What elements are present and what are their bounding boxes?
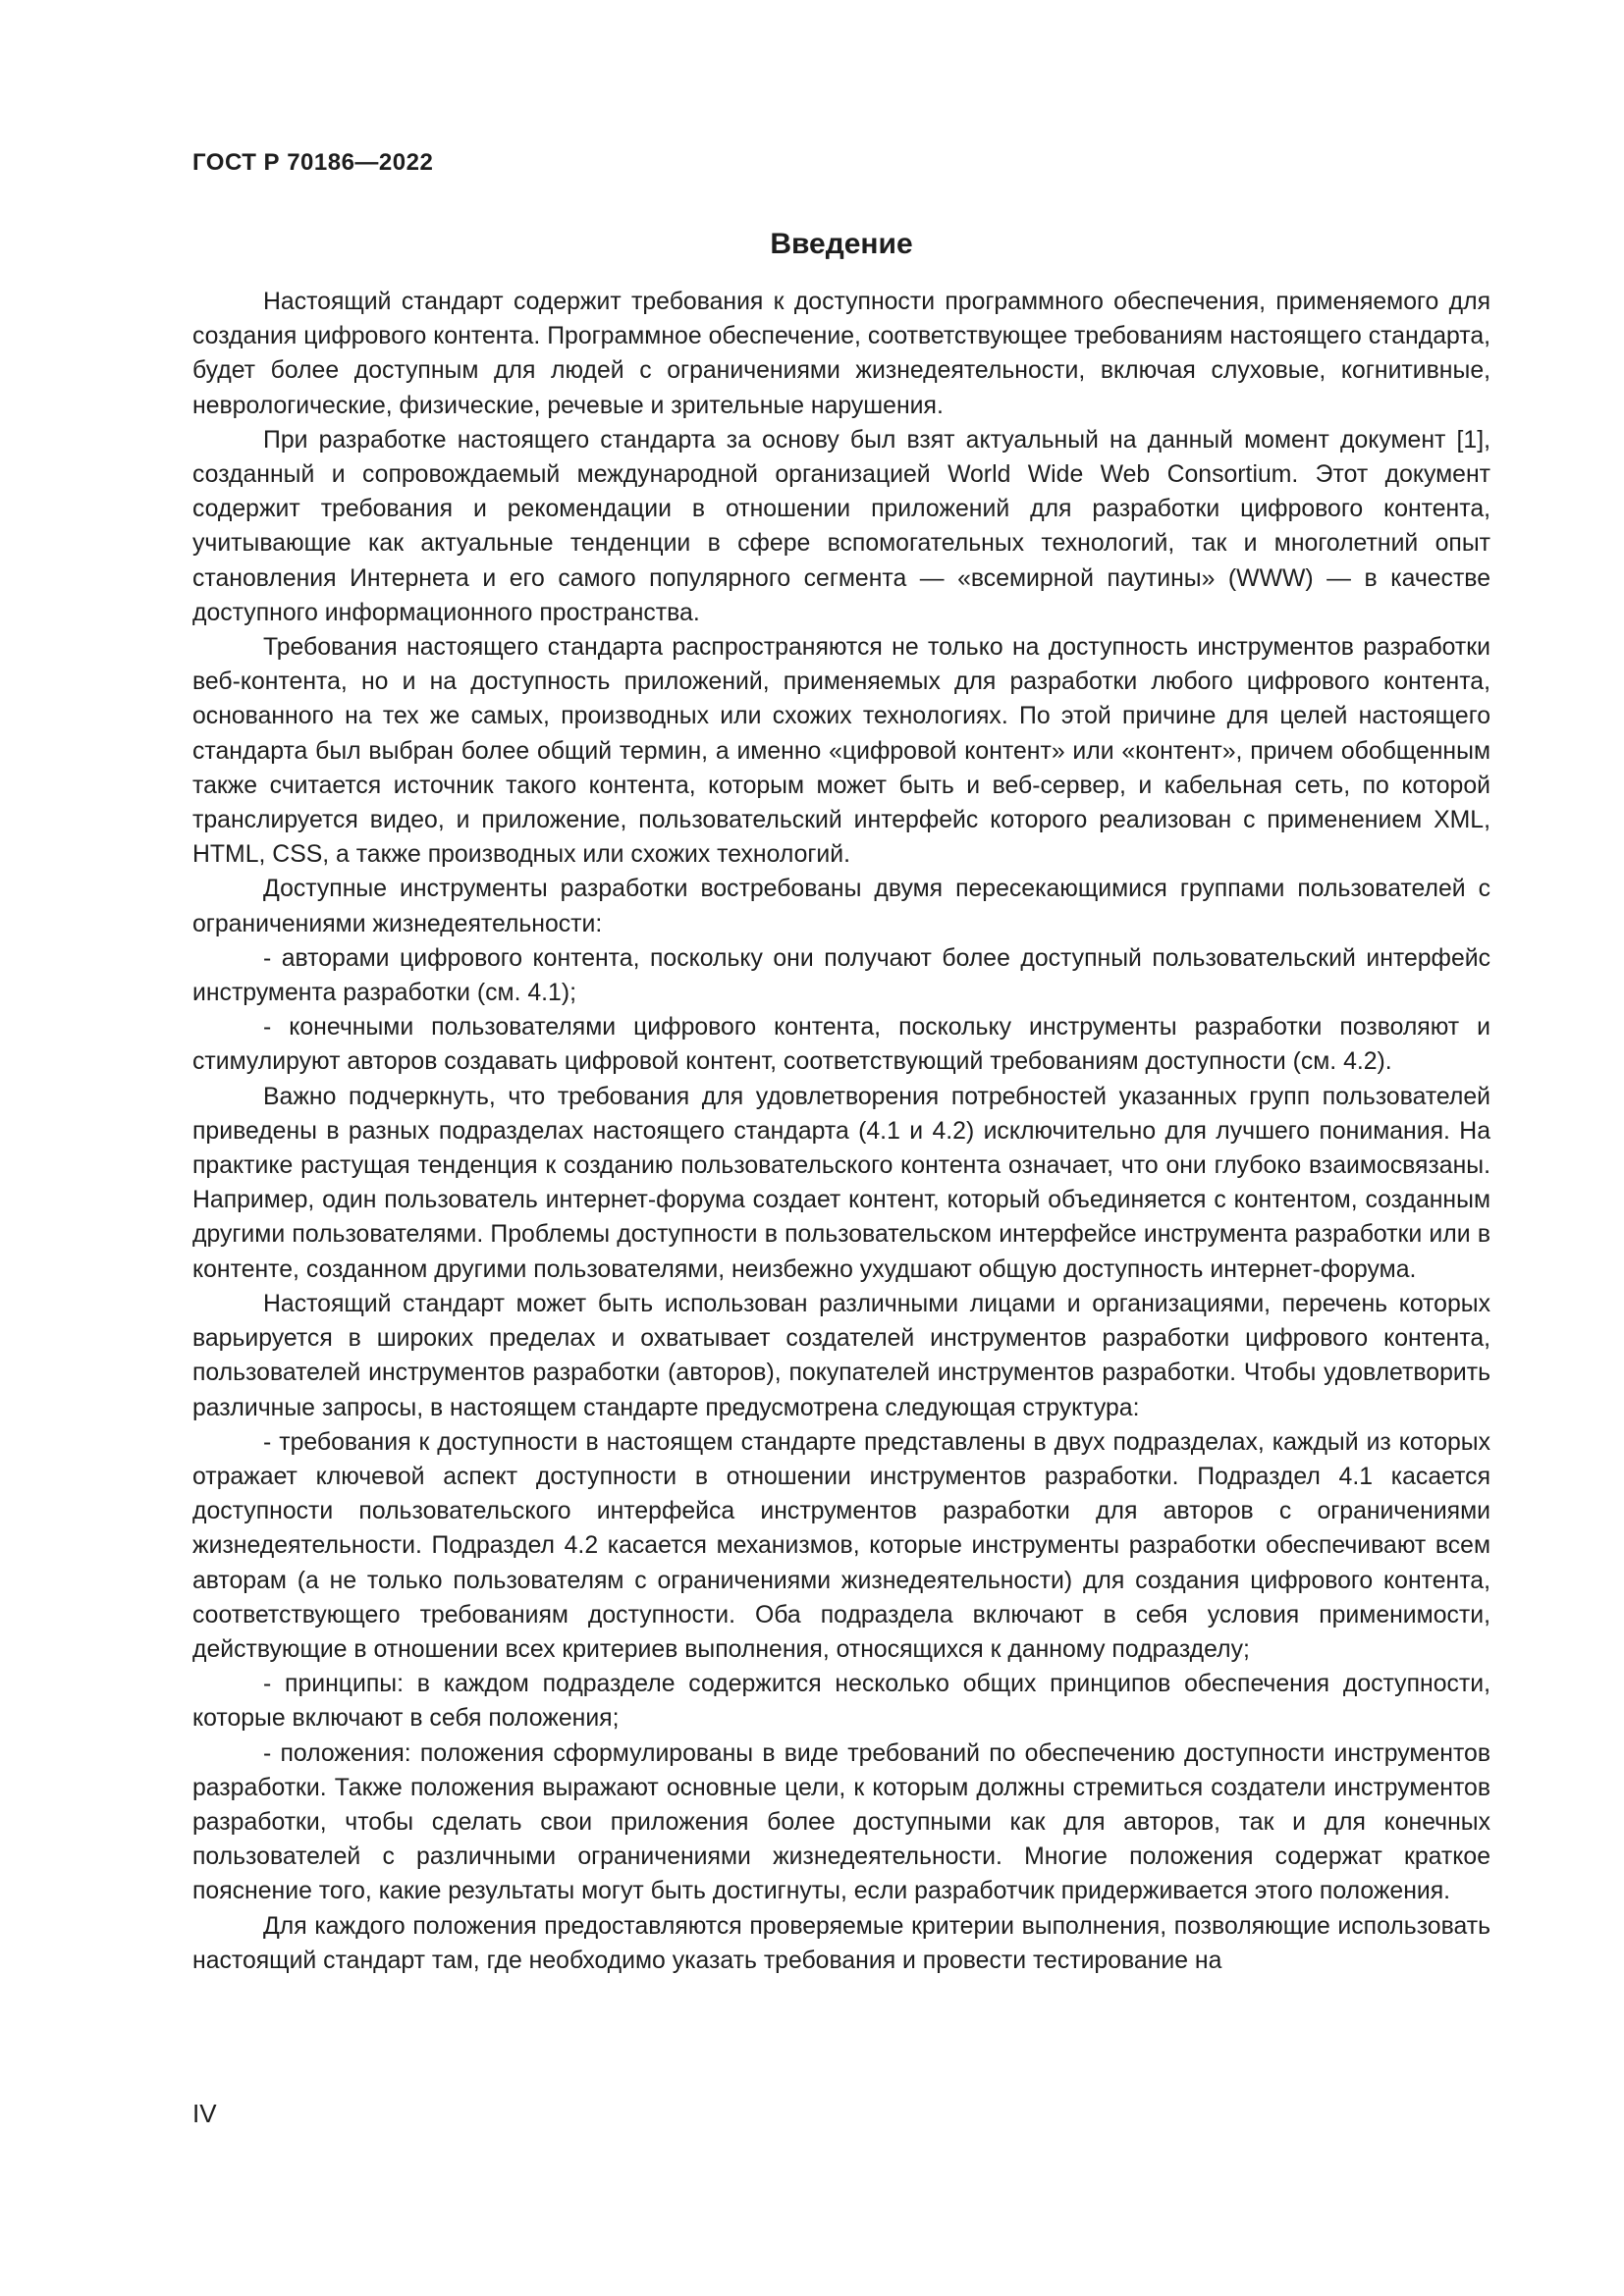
document-header: ГОСТ Р 70186—2022 [192, 149, 434, 176]
section-title: Введение [770, 228, 913, 260]
paragraph: Доступные инструменты разработки востребованы двумя пересекающимися группами пользователей с ограничениями жизнедеятельности: [192, 876, 1490, 937]
paragraph: Требования настоящего стандарта распространяются не только на доступность инструментов разработки веб-контента, но и на доступность приложений, применяемых для разработки любого цифрового контента, основанного на тех же самых, производных или схожих технологиях. По этой причине для целей настоящего стандарта был выбран более общий термин, а именно «цифровой контент» или «контент», причем обобщенным также считается источник такого контента, которым может быть и веб-сервер, и кабельная сеть, по которой транслируется видео, и приложение, пользовательский интерфейс которого реализован с применением XML, HTML, CSS, а также производных или схожих технологий. [192, 634, 1490, 869]
list-item: - требования к доступности в настоящем стандарте представлены в двух подразделах, каждый из которых отражает ключевой аспект доступности в отношении инструментов разработки. Подраздел 4.1 касается доступности пользовательского интерфейса инструментов разработки для авторов с ограничениями жизнедеятельности. Подраздел 4.2 касается механизмов, которые инструменты разработки обеспечивают всем авторам (а не только пользователям с ограничениями жизнедеятельности) для создания цифрового контента, соответствующего требованиям доступности. Оба подраздела включают в себя условия применимости, действующие в отношении всех критериев выполнения, относящихся к данному подразделу; [192, 1428, 1490, 1663]
page-number: IV [192, 2099, 217, 2128]
paragraph: Настоящий стандарт может быть использован различными лицами и организациями, перечень которых варьируется в широких пределах и охватывает создателей инструментов разработки цифрового контента, пользователей инструментов разработки (авторов), покупателей инструментов разработки. Чтобы удовлетворить различные запросы, в настоящем стандарте предусмотрена следующая структура: [192, 1290, 1490, 1421]
list-item: - конечными пользователями цифрового контента, поскольку инструменты разработки позволяют и стимулируют авторов создавать цифровой контент, соответствующий требованиям доступности (см. 4.2). [192, 1014, 1490, 1076]
list-item: - принципы: в каждом подразделе содержится несколько общих принципов обеспечения доступности, которые включают в себя положения; [192, 1671, 1490, 1733]
paragraph: Для каждого положения предоставляются проверяемые критерии выполнения, позволяющие использовать настоящий стандарт там, где необходимо указать требования и провести тестирование на [192, 1912, 1490, 1974]
list-item: - авторами цифрового контента, поскольку они получают более доступный пользовательский интерфейс инструмента разработки (см. 4.1); [192, 944, 1490, 1007]
body-text [192, 285, 1490, 1978]
paragraph: При разработке настоящего стандарта за основу был взят актуальный на данный момент документ [1], созданный и сопровождаемый международной организацией World Wide Web Consortium. Этот документ содержит требования и рекомендации в отношении приложений для разработки цифрового контента, учитывающие как актуальные тенденции в сфере вспомогательных технологий, так и многолетний опыт становления Интернета и его самого популярного сегмента — «всемирной паутины» (WWW) — в качестве доступного информационного пространства. [192, 426, 1490, 626]
paragraph: Важно подчеркнуть, что требования для удовлетворения потребностей указанных групп пользователей приведены в разных подразделах настоящего стандарта (4.1 и 4.2) исключительно для лучшего понимания. На практике растущая тенденция к созданию пользовательского контента означает, что они глубоко взаимосвязаны. Например, один пользователь интернет-форума создает контент, который объединяется с контентом, созданным другими пользователями. Проблемы доступности в пользовательском интерфейсе инструмента разработки или в контенте, созданном другими пользователями, неизбежно ухудшают общую доступность интернет-форума. [192, 1083, 1490, 1283]
list-item: - положения: положения сформулированы в виде требований по обеспечению доступности инструментов разработки. Также положения выражают основные цели, к которым должны стремиться создатели инструментов разработки, чтобы сделать свои приложения более доступными как для авторов, так и для конечных пользователей с различными ограничениями жизнедеятельности. Многие положения содержат краткое пояснение того, какие результаты могут быть достигнуты, если разработчик придерживается этого положения. [192, 1739, 1490, 1905]
paragraph: Настоящий стандарт содержит требования к доступности программного обеспечения, применяемого для создания цифрового контента. Программное обеспечение, соответствующее требованиям настоящего стандарта, будет более доступным для людей с ограничениями жизнедеятельности, включая слуховые, когнитивные, неврологические, физические, речевые и зрительные нарушения. [192, 289, 1490, 419]
